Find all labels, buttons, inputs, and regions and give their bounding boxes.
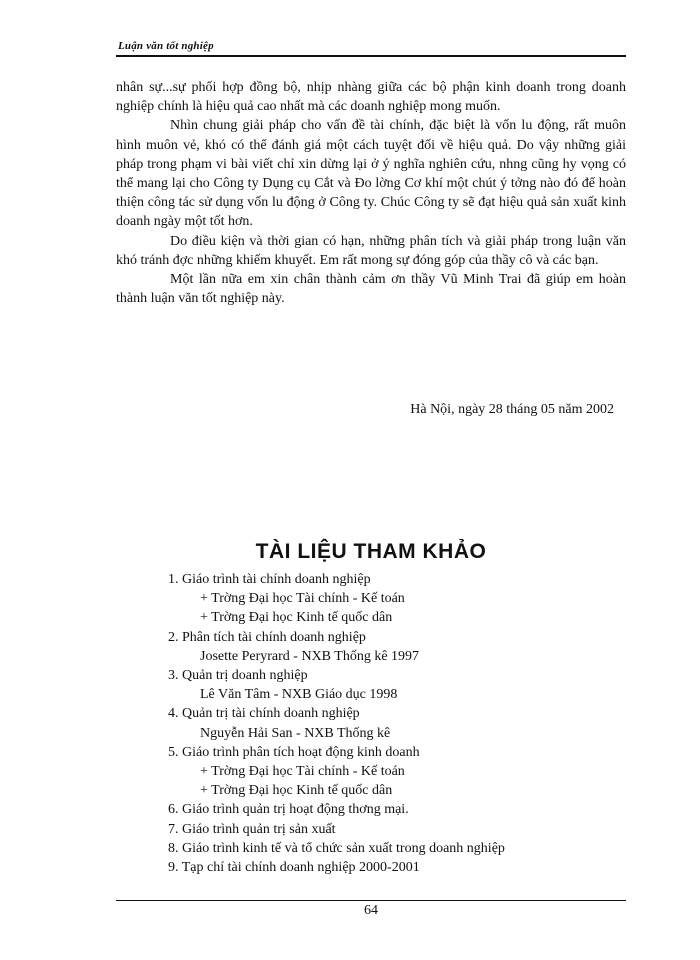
reference-detail: + Trờng Đại học Kinh tế quốc dân [200, 610, 393, 626]
reference-item [168, 743, 608, 801]
paragraph-1: nhân sự...sự phối hợp đồng bộ, nhịp nhàng giữa các bộ phận kinh doanh trong doanh nghiệp chính là hiệu quả cao nhất mà các doanh nghiệp mong muốn. [116, 80, 626, 115]
reference-title: 2. Phân tích tài chính doanh nghiệp [168, 629, 366, 645]
reference-item [168, 570, 608, 628]
reference-title: 9. Tạp chí tài chính doanh nghiệp 2000-2001 [168, 860, 420, 876]
reference-item [168, 820, 608, 839]
running-header: Luận văn tốt nghiệp [118, 40, 214, 52]
references-list [168, 570, 608, 877]
reference-detail: + Trờng Đại học Tài chính - Kế toán [200, 591, 405, 607]
footer-divider [116, 900, 626, 901]
reference-title: 4. Quản trị tài chính doanh nghiệp [168, 706, 360, 722]
reference-detail: + Trờng Đại học Tài chính - Kế toán [200, 764, 405, 780]
reference-title: 3. Quản trị doanh nghiệp [168, 668, 308, 684]
reference-title: 8. Giáo trình kinh tế và tổ chức sản xuất trong doanh nghiệp [168, 840, 505, 856]
paragraph-2: Nhìn chung giải pháp cho vấn đề tài chính, đặc biệt là vốn lu động, rất muôn hình muôn vẻ, khó có thể đánh giá một cách tuyệt đối về hiệu quả. Do vậy những giải pháp trong phạm vi bài viết chỉ xin dừng lại ở ý nghĩa nghiên cứu, nhng cũng hy vọng có thể mang lại cho Công ty Dụng cụ Cắt và Đo lờng Cơ khí một chút ý tởng nào đó để hoàn thiện công tác sử dụng vốn lu động ở Công ty. Chúc Công ty sẽ đạt hiệu quả sản xuất kinh doanh ngày một tốt hơn. [116, 118, 626, 230]
reference-item [168, 704, 608, 742]
reference-item [168, 858, 608, 877]
reference-detail: Josette Peryrard - NXB Thống kê 1997 [200, 648, 420, 664]
paragraph-3: Do điều kiện và thời gian có hạn, những phân tích và giải pháp trong luận văn khó tránh đợc những khiếm khuyết. Em rất mong sự đóng góp của thầy cô và các bạn. [116, 233, 626, 268]
references-title: TÀI LIỆU THAM KHẢO [255, 540, 487, 563]
reference-title: 7. Giáo trình quản trị sản xuất [168, 821, 336, 837]
page-number: 64 [364, 903, 378, 918]
reference-item [168, 628, 608, 666]
header-divider [116, 55, 626, 57]
reference-detail: + Trờng Đại học Kinh tế quốc dân [200, 783, 393, 799]
reference-item [168, 839, 608, 858]
reference-title: 1. Giáo trình tài chính doanh nghiệp [168, 572, 371, 587]
reference-detail: Lê Văn Tâm - NXB Giáo dục 1998 [200, 687, 398, 703]
reference-title: 5. Giáo trình phân tích hoạt động kinh doanh [168, 744, 420, 760]
reference-title: 6. Giáo trình quản trị hoạt động thơng mại. [168, 802, 409, 818]
paragraph-4: Một lần nữa em xin chân thành cảm ơn thầy Vũ Minh Trai đã giúp em hoàn thành luận văn tốt nghiệp này. [116, 272, 626, 307]
reference-detail: Nguyễn Hải San - NXB Thống kê [200, 725, 391, 741]
signature-date: Hà Nội, ngày 28 tháng 05 năm 2002 [410, 402, 614, 417]
reference-item [168, 800, 608, 819]
reference-item [168, 666, 608, 704]
body-text [116, 78, 626, 308]
